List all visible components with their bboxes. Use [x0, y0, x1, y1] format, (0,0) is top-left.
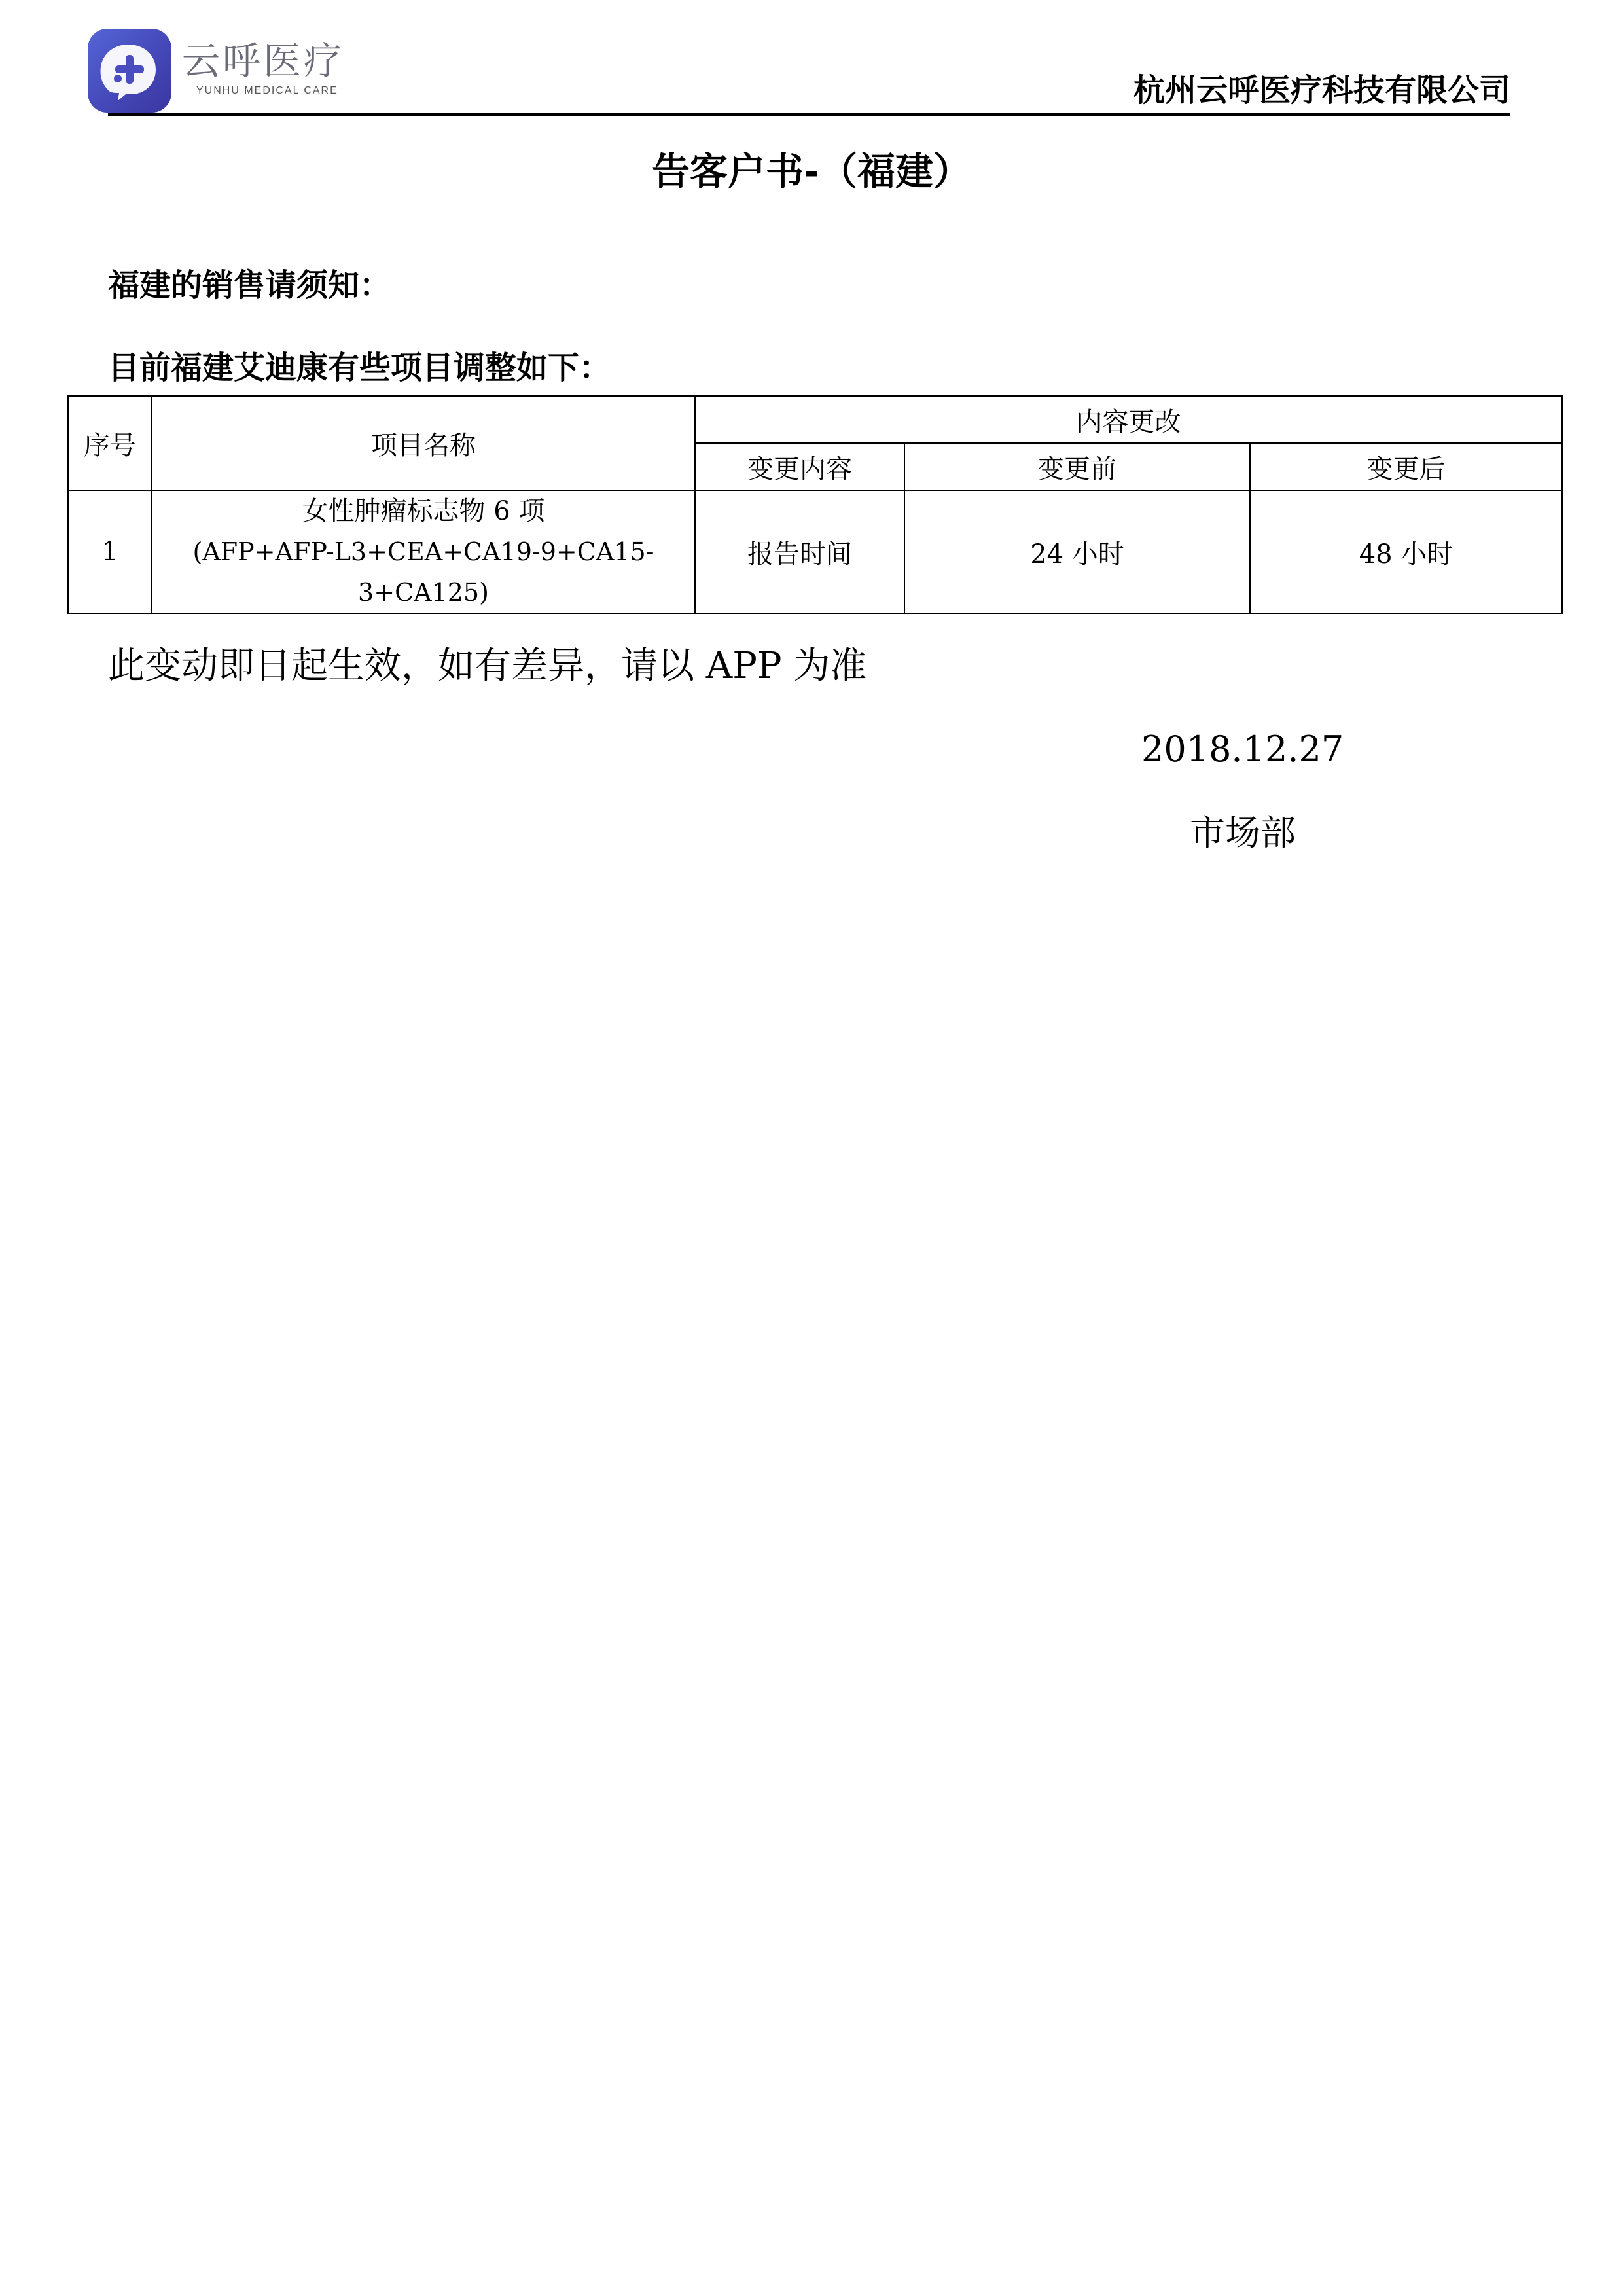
changes-table — [67, 395, 1563, 614]
cell-index: 1 — [68, 490, 152, 613]
yunhu-logo-icon — [88, 29, 171, 113]
heading-sales-notice: 福建的销售请须知： — [108, 267, 391, 304]
effective-notice: 此变动即日起生效，如有差异，请以 APP 为准 — [108, 645, 867, 687]
logo-text-cn: 云呼医疗 — [182, 39, 345, 83]
cell-item-name — [152, 490, 695, 613]
table-header-row — [68, 396, 1562, 443]
table-row — [68, 490, 1562, 613]
company-name: 杭州云呼医疗科技有限公司 — [1133, 72, 1510, 109]
cell-after: 48 小时 — [1250, 490, 1562, 613]
header-item-name: 项目名称 — [152, 396, 695, 490]
cell-change-content: 报告时间 — [695, 490, 904, 613]
item-name-line2: (AFP+AFP-L3+CEA+CA19-9+CA15-3+CA125) — [192, 537, 654, 607]
cell-before: 24 小时 — [904, 490, 1250, 613]
heading-adjustments: 目前福建艾迪康有些项目调整如下： — [108, 350, 611, 386]
item-name-line1: 女性肿瘤标志物 6 项 — [302, 496, 545, 526]
header-divider — [108, 113, 1510, 116]
signature-date: 2018.12.27 — [1141, 728, 1344, 770]
document-title: 告客户书-（福建） — [651, 149, 972, 194]
header-after: 变更后 — [1250, 443, 1562, 490]
header-index: 序号 — [68, 396, 152, 490]
signature-department: 市场部 — [1190, 812, 1296, 853]
header-change-content: 变更内容 — [695, 443, 904, 490]
logo-text-en: YUNHU MEDICAL CARE — [196, 85, 338, 96]
header-change-group: 内容更改 — [695, 396, 1562, 443]
header-before: 变更前 — [904, 443, 1250, 490]
